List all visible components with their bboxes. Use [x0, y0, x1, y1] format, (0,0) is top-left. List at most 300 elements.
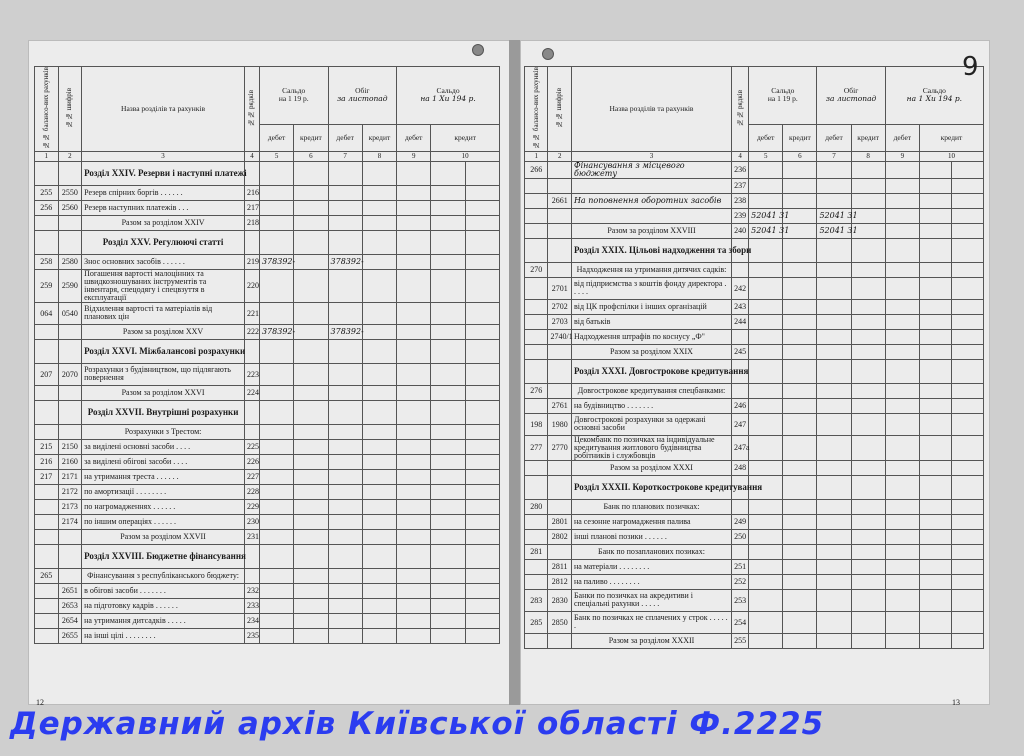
ledger-row [35, 529, 500, 544]
amount-cell [259, 568, 293, 583]
amount-cell [919, 299, 951, 314]
amount-cell [783, 633, 817, 648]
amount-cell [431, 454, 465, 469]
amount-cell [919, 277, 951, 299]
amount-cell [817, 514, 851, 529]
amount-cell [397, 583, 431, 598]
amount-cell [328, 385, 362, 400]
ledger-row [35, 613, 500, 628]
amount-cell [851, 413, 885, 435]
row-number-cell: 226 [244, 454, 259, 469]
code-cell: 2070 [58, 363, 82, 385]
amount-cell [885, 633, 919, 648]
amount-cell: 378392- [259, 254, 293, 269]
obig-header: Обіг за листопад [817, 67, 885, 125]
amount-cell [431, 544, 465, 568]
amount-cell [431, 598, 465, 613]
amount-cell [328, 302, 362, 324]
account-name-cell: на інші цілі . . . . . . . . [82, 628, 245, 643]
amount-cell [919, 238, 951, 262]
col-balance-header: №№ балансо-вих рахунків [35, 67, 59, 152]
amount-cell [397, 613, 431, 628]
kredyt-header: кредит [294, 124, 328, 151]
amount-cell [885, 314, 919, 329]
row-number-cell: 247 [732, 413, 749, 435]
amount-cell [362, 454, 396, 469]
amount-cell [919, 178, 951, 193]
amount-cell [294, 499, 328, 514]
amount-cell [817, 383, 851, 398]
amount-cell [919, 314, 951, 329]
amount-cell [431, 583, 465, 598]
amount-cell [919, 413, 951, 435]
code-cell: 1980 [548, 413, 571, 435]
code-cell [548, 460, 571, 475]
balance-account-cell [525, 475, 548, 499]
amount-cell: 378392- [259, 324, 293, 339]
amount-cell [851, 398, 885, 413]
code-cell: 2812 [548, 574, 571, 589]
account-name-cell: Фінансування з місцевого бюджету [571, 161, 731, 178]
code-cell: 2550 [58, 185, 82, 200]
amount-cell [749, 193, 783, 208]
amount-cell [397, 544, 431, 568]
amount-cell [259, 161, 293, 185]
amount-cell [259, 400, 293, 424]
ledger-row [525, 611, 984, 633]
amount-cell [362, 339, 396, 363]
row-number-cell: 249 [732, 514, 749, 529]
row-number-cell: 238 [732, 193, 749, 208]
amount-cell [851, 499, 885, 514]
amount-cell [817, 633, 851, 648]
account-name-cell: Довгострокові розрахунки за одержані основні засоби [571, 413, 731, 435]
code-cell [548, 161, 571, 178]
amount-cell [885, 344, 919, 359]
amount-cell [749, 178, 783, 193]
amount-cell [919, 611, 951, 633]
amount-cell [851, 514, 885, 529]
amount-cell [465, 185, 499, 200]
amount-cell [465, 598, 499, 613]
account-name-cell: Фінансування з республіканського бюджету: [82, 568, 245, 583]
row-number-cell: 234 [244, 613, 259, 628]
account-name-cell: Разом за розділом XXV [82, 324, 245, 339]
balance-account-cell: 258 [35, 254, 59, 269]
account-name-cell: від ЦК профспілки і інших організацій [571, 299, 731, 314]
amount-cell [362, 499, 396, 514]
amount-cell [328, 568, 362, 583]
amount-cell [749, 413, 783, 435]
balance-account-cell [35, 324, 59, 339]
amount-cell [749, 514, 783, 529]
amount-cell [362, 324, 396, 339]
amount-cell [397, 254, 431, 269]
code-cell: 2811 [548, 559, 571, 574]
amount-cell [919, 559, 951, 574]
amount-cell [362, 269, 396, 302]
account-name-cell: від підприємства з коштів фонду директора . . . . . [571, 277, 731, 299]
amount-cell [885, 223, 919, 238]
ledger-row [35, 400, 500, 424]
ledger-row [525, 544, 984, 559]
amount-cell [919, 514, 951, 529]
balance-account-cell: 270 [525, 262, 548, 277]
kredyt-header: кредит [783, 124, 817, 151]
amount-cell [951, 589, 983, 611]
account-name-cell: Розрахунки з будівництвом, що підлягають повернення [82, 363, 245, 385]
code-cell [58, 215, 82, 230]
account-name-cell: Відхилення вартості та матеріалів від планових цін [82, 302, 245, 324]
row-number-cell: 248 [732, 460, 749, 475]
code-cell: 2580 [58, 254, 82, 269]
row-number-cell: 216 [244, 185, 259, 200]
amount-cell [817, 329, 851, 344]
amount-cell [259, 385, 293, 400]
amount-cell: 378392- [328, 254, 362, 269]
balance-account-cell [525, 359, 548, 383]
amount-cell [749, 359, 783, 383]
amount-cell [397, 302, 431, 324]
amount-cell [783, 499, 817, 514]
amount-cell [362, 185, 396, 200]
balance-account-cell: 265 [35, 568, 59, 583]
amount-cell [431, 339, 465, 363]
amount-cell [465, 339, 499, 363]
code-cell [548, 475, 571, 499]
amount-cell [749, 277, 783, 299]
amount-cell [817, 574, 851, 589]
ledger-row [35, 324, 500, 339]
row-number-cell [244, 544, 259, 568]
amount-cell [885, 611, 919, 633]
amount-cell: 52041 31 [817, 208, 851, 223]
row-number-cell: 244 [732, 314, 749, 329]
balance-account-cell [525, 277, 548, 299]
kredyt-header: кредит [919, 124, 983, 151]
amount-cell [294, 185, 328, 200]
ledger-row [525, 398, 984, 413]
amount-cell [817, 559, 851, 574]
amount-cell [951, 262, 983, 277]
balance-account-cell: 207 [35, 363, 59, 385]
account-name-cell: Цекомбанк по позичках на індивідуальне кредитування житлового будівництва робітників і службовців [571, 435, 731, 460]
amount-cell [294, 454, 328, 469]
amount-cell [294, 568, 328, 583]
account-name-cell: на будівництво . . . . . . . [571, 398, 731, 413]
account-name-cell: Банк по позапланових позиках: [571, 544, 731, 559]
ledger-row [35, 385, 500, 400]
amount-cell [431, 613, 465, 628]
account-name-cell: Банк по планових позичках: [571, 499, 731, 514]
code-cell: 2171 [58, 469, 82, 484]
amount-cell [783, 193, 817, 208]
amount-cell [817, 475, 851, 499]
amount-cell [951, 161, 983, 178]
amount-cell [397, 385, 431, 400]
amount-cell [328, 598, 362, 613]
amount-cell [951, 193, 983, 208]
amount-cell [362, 215, 396, 230]
amount-cell [397, 215, 431, 230]
amount-cell [259, 439, 293, 454]
amount-cell [294, 484, 328, 499]
code-cell [548, 238, 571, 262]
amount-cell [749, 314, 783, 329]
code-cell [58, 544, 82, 568]
amount-cell [397, 499, 431, 514]
amount-cell [749, 574, 783, 589]
amount-cell [328, 424, 362, 439]
amount-cell [294, 628, 328, 643]
account-name-cell: на паливо . . . . . . . . [571, 574, 731, 589]
row-number-cell: 233 [244, 598, 259, 613]
row-number-cell: 243 [732, 299, 749, 314]
amount-cell [294, 424, 328, 439]
amount-cell [431, 302, 465, 324]
amount-cell [431, 424, 465, 439]
amount-cell [259, 215, 293, 230]
amount-cell [431, 529, 465, 544]
amount-cell [431, 215, 465, 230]
amount-cell [362, 628, 396, 643]
amount-cell [397, 529, 431, 544]
amount-cell [328, 363, 362, 385]
amount-cell [783, 559, 817, 574]
amount-cell [259, 544, 293, 568]
amount-cell [817, 178, 851, 193]
balance-account-cell [35, 499, 59, 514]
ledger-row [525, 529, 984, 544]
amount-cell [294, 363, 328, 385]
amount-cell [817, 544, 851, 559]
ledger-row [525, 178, 984, 193]
amount-cell [465, 469, 499, 484]
section-title: Розділ XXV. Регулюючі статті [82, 230, 245, 254]
row-number-cell: 247а [732, 435, 749, 460]
amount-cell [294, 200, 328, 215]
amount-cell [851, 193, 885, 208]
amount-cell [328, 544, 362, 568]
right-ledger-table [524, 66, 984, 649]
col-name-header: Назва розділів та рахунків [82, 67, 245, 152]
amount-cell [851, 574, 885, 589]
ledger-row [525, 460, 984, 475]
amount-cell [749, 161, 783, 178]
code-cell: 2173 [58, 499, 82, 514]
amount-cell [362, 400, 396, 424]
amount-cell [465, 544, 499, 568]
amount-cell [465, 628, 499, 643]
balance-account-cell [525, 238, 548, 262]
amount-cell [362, 514, 396, 529]
amount-cell [885, 529, 919, 544]
code-cell: 2174 [58, 514, 82, 529]
amount-cell [328, 583, 362, 598]
amount-cell [851, 314, 885, 329]
amount-cell [851, 161, 885, 178]
amount-cell [465, 529, 499, 544]
amount-cell [951, 475, 983, 499]
amount-cell [294, 469, 328, 484]
amount-cell [783, 383, 817, 398]
code-cell: 2590 [58, 269, 82, 302]
saldo-end-header: Сальдо на 1 Хи 194 р. [885, 67, 983, 125]
amount-cell [951, 398, 983, 413]
amount-cell [749, 529, 783, 544]
balance-account-cell: 283 [525, 589, 548, 611]
amount-cell [397, 230, 431, 254]
amount-cell [749, 589, 783, 611]
amount-cell [328, 439, 362, 454]
ledger-row [525, 314, 984, 329]
amount-cell [259, 583, 293, 598]
amount-cell [259, 424, 293, 439]
amount-cell [851, 559, 885, 574]
balance-account-cell: 256 [35, 200, 59, 215]
amount-cell [431, 439, 465, 454]
amount-cell [851, 344, 885, 359]
balance-account-cell [35, 598, 59, 613]
amount-cell [951, 460, 983, 475]
code-cell [548, 223, 571, 238]
kredyt-header: кредит [431, 124, 500, 151]
code-cell: 2802 [548, 529, 571, 544]
amount-cell [783, 589, 817, 611]
code-cell: 2654 [58, 613, 82, 628]
amount-cell [328, 484, 362, 499]
amount-cell [885, 413, 919, 435]
amount-cell [294, 598, 328, 613]
amount-cell [885, 499, 919, 514]
balance-account-cell: 277 [525, 435, 548, 460]
amount-cell [951, 277, 983, 299]
balance-account-cell [35, 400, 59, 424]
amount-cell [465, 454, 499, 469]
amount-cell [431, 628, 465, 643]
ledger-row [35, 230, 500, 254]
amount-cell [783, 611, 817, 633]
amount-cell [328, 185, 362, 200]
amount-cell [431, 568, 465, 583]
code-cell: 2850 [548, 611, 571, 633]
archive-watermark: Державний архів Київської області Ф.2225 [10, 706, 825, 742]
amount-cell [431, 200, 465, 215]
row-number-cell: 254 [732, 611, 749, 633]
amount-cell [431, 385, 465, 400]
balance-account-cell [525, 559, 548, 574]
balance-account-cell [525, 299, 548, 314]
account-name-cell: Надходження на утримання дитячих садків: [571, 262, 731, 277]
col-row-header: №№ рядків [244, 67, 259, 152]
amount-cell [817, 460, 851, 475]
amount-cell [851, 435, 885, 460]
amount-cell [851, 544, 885, 559]
account-name-cell: Разом за розділом XXIX [571, 344, 731, 359]
code-cell [58, 529, 82, 544]
row-number-cell: 229 [244, 499, 259, 514]
account-name-cell: Надходження штрафів по коснусу „Ф" [571, 329, 731, 344]
row-number-cell: 235 [244, 628, 259, 643]
amount-cell [465, 385, 499, 400]
amount-cell [431, 254, 465, 269]
ledger-row [35, 598, 500, 613]
ledger-row [35, 628, 500, 643]
amount-cell [328, 161, 362, 185]
balance-account-cell [525, 514, 548, 529]
saldo-start-header: Сальдо на 1 19 р. [749, 67, 817, 125]
amount-cell [328, 454, 362, 469]
amount-cell [851, 589, 885, 611]
row-number-cell [732, 262, 749, 277]
row-number-cell [244, 339, 259, 363]
code-cell [58, 230, 82, 254]
balance-account-cell [525, 223, 548, 238]
amount-cell [885, 398, 919, 413]
amount-cell [397, 269, 431, 302]
account-name-cell: Разом за розділом XXIV [82, 215, 245, 230]
code-cell: 2160 [58, 454, 82, 469]
ledger-row [35, 254, 500, 269]
code-cell [58, 424, 82, 439]
amount-cell [885, 559, 919, 574]
balance-account-cell [525, 398, 548, 413]
balance-account-cell: 216 [35, 454, 59, 469]
section-title: Розділ XXIX. Цільові надходження та збори [571, 238, 731, 262]
row-number-cell: 246 [732, 398, 749, 413]
code-cell: 2703 [548, 314, 571, 329]
amount-cell [885, 238, 919, 262]
amount-cell [919, 359, 951, 383]
row-number-cell: 217 [244, 200, 259, 215]
amount-cell [294, 529, 328, 544]
amount-cell [465, 424, 499, 439]
account-name-cell: Резерв спірних боргів . . . . . . [82, 185, 245, 200]
row-number-cell: 221 [244, 302, 259, 324]
amount-cell [749, 238, 783, 262]
saldo-end-header: Сальдо на 1 Хи 194 р. [397, 67, 500, 125]
amount-cell [397, 628, 431, 643]
ledger-row [525, 299, 984, 314]
amount-cell [294, 544, 328, 568]
account-name-cell: Погашення вартості малоцінних та швидкозношуваних інструментів та інвентаря, спецодягу і спецвзуття в експлуатації [82, 269, 245, 302]
column-number-row: 1 2 3 4 5 6 7 8 9 10 [35, 151, 500, 161]
amount-cell [259, 339, 293, 363]
ledger-row [35, 469, 500, 484]
amount-cell [397, 424, 431, 439]
balance-account-cell: 281 [525, 544, 548, 559]
row-number-cell: 222 [244, 324, 259, 339]
amount-cell [783, 161, 817, 178]
amount-cell [951, 344, 983, 359]
amount-cell [783, 475, 817, 499]
row-number-cell: 252 [732, 574, 749, 589]
amount-cell [362, 161, 396, 185]
row-number-cell: 220 [244, 269, 259, 302]
amount-cell [294, 339, 328, 363]
amount-cell [431, 484, 465, 499]
row-number-cell: 232 [244, 583, 259, 598]
amount-cell [885, 178, 919, 193]
amount-cell [783, 329, 817, 344]
row-number-cell: 239 [732, 208, 749, 223]
amount-cell [294, 161, 328, 185]
amount-cell [885, 475, 919, 499]
amount-cell [465, 324, 499, 339]
ledger-row [35, 454, 500, 469]
ledger-row [525, 435, 984, 460]
account-name-cell: інші планові позики . . . . . . [571, 529, 731, 544]
